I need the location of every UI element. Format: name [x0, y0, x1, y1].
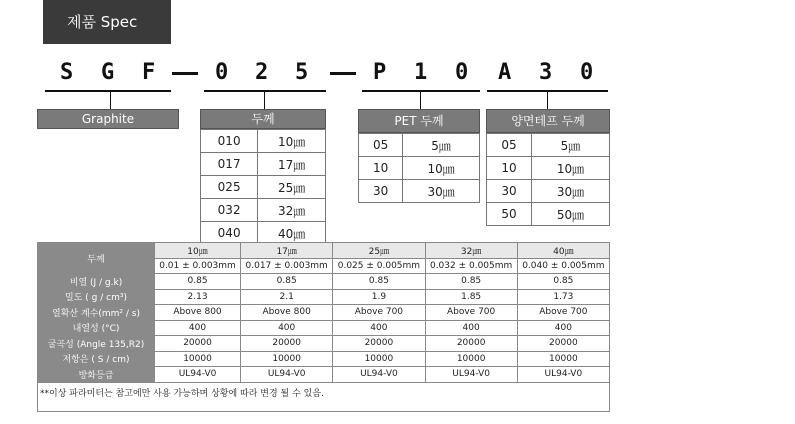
table-row [487, 180, 610, 203]
row-header: 굴곡성 (Angle 135,R2) [38, 336, 155, 352]
code-cell: 010 [201, 130, 258, 153]
code-cell: 040 [201, 222, 258, 245]
value-cell: Above 700 [517, 305, 609, 321]
tolerance-cell: 0.032 ± 0.005mm [425, 258, 517, 274]
value-cell: 20000 [333, 336, 425, 352]
tolerance-cell: 0.025 ± 0.005mm [333, 258, 425, 274]
value-cell: 25㎛ [258, 176, 326, 199]
value-cell: 20000 [425, 336, 517, 352]
table-row [487, 157, 610, 180]
value-cell: 1.85 [425, 289, 517, 305]
code-cell: 10 [487, 157, 532, 180]
value-cell: 10000 [425, 351, 517, 367]
code-connector [547, 91, 548, 109]
value-cell: 0.85 [517, 274, 609, 290]
code-char: 3 [539, 60, 553, 85]
code-dash [172, 72, 198, 75]
thickness-cell: 10㎛ [155, 243, 241, 259]
row-header: 두께 [38, 243, 155, 274]
value-cell: 30㎛ [531, 180, 609, 203]
value-cell: 40㎛ [258, 222, 326, 245]
table-row [201, 199, 326, 222]
code-connector [264, 91, 265, 109]
thickness-table [200, 129, 326, 245]
table-row [38, 274, 610, 290]
value-cell: 10000 [155, 351, 241, 367]
code-char: G [101, 60, 115, 85]
value-cell: 10㎛ [531, 157, 609, 180]
value-cell: Above 700 [333, 305, 425, 321]
value-cell: 0.85 [155, 274, 241, 290]
table-row [38, 336, 610, 352]
value-cell: 400 [155, 320, 241, 336]
tape-table [486, 133, 610, 226]
code-char: 0 [580, 60, 594, 85]
table-row [359, 157, 480, 180]
code-char: P [373, 60, 387, 85]
code-char: A [498, 60, 512, 85]
table-row [487, 134, 610, 157]
row-header: 내열성 (°C) [38, 320, 155, 336]
value-cell: 20000 [155, 336, 241, 352]
table-row [38, 289, 610, 305]
value-cell: UL94-V0 [241, 367, 333, 383]
disclaimer-note: **이상 파라미터는 참고에만 사용 가능하며 상황에 따라 변경 될 수 있음. [37, 372, 610, 412]
row-header: 저항은 ( S / cm) [38, 351, 155, 367]
thickness-cell: 32㎛ [425, 243, 517, 259]
table-row [487, 203, 610, 226]
code-char: S [60, 60, 74, 85]
code-connector [420, 91, 421, 109]
pet-header: PET 두께 [358, 109, 480, 133]
value-cell: 10㎛ [403, 157, 480, 180]
page-title: 제품 Spec [43, 0, 171, 44]
code-char: 0 [215, 60, 229, 85]
pet-table [358, 133, 480, 203]
table-row [38, 351, 610, 367]
code-char: 1 [414, 60, 428, 85]
row-header: 밀도 ( g / cm³) [38, 289, 155, 305]
value-cell: UL94-V0 [425, 367, 517, 383]
code-underline [204, 90, 326, 92]
table-row [201, 176, 326, 199]
value-cell: 5㎛ [403, 134, 480, 157]
value-cell: 10㎛ [258, 130, 326, 153]
table-row [38, 320, 610, 336]
code-dash [330, 72, 356, 75]
thickness-header: 두께 [200, 109, 326, 129]
tolerance-cell: 0.01 ± 0.003mm [155, 258, 241, 274]
tape-header: 양면테프 두께 [486, 109, 610, 133]
value-cell: 2.13 [155, 289, 241, 305]
value-cell: Above 800 [241, 305, 333, 321]
table-row [201, 130, 326, 153]
value-cell: Above 800 [155, 305, 241, 321]
value-cell: 400 [517, 320, 609, 336]
value-cell: 5㎛ [531, 134, 609, 157]
code-cell: 032 [201, 199, 258, 222]
table-row [359, 180, 480, 203]
table-row [201, 153, 326, 176]
value-cell: 400 [333, 320, 425, 336]
value-cell: 1.9 [333, 289, 425, 305]
table-row [38, 243, 610, 259]
tolerance-cell: 0.040 ± 0.005mm [517, 258, 609, 274]
code-cell: 05 [359, 134, 403, 157]
row-header: 열확산 계수(mm² / s) [38, 305, 155, 321]
code-cell: 017 [201, 153, 258, 176]
value-cell: UL94-V0 [517, 367, 609, 383]
thickness-cell: 40㎛ [517, 243, 609, 259]
value-cell: 10000 [517, 351, 609, 367]
value-cell: UL94-V0 [155, 367, 241, 383]
code-cell: 10 [359, 157, 403, 180]
value-cell: 2.1 [241, 289, 333, 305]
value-cell: 10000 [333, 351, 425, 367]
thickness-cell: 25㎛ [333, 243, 425, 259]
spec-table [37, 242, 610, 383]
code-cell: 30 [359, 180, 403, 203]
value-cell: Above 700 [425, 305, 517, 321]
code-cell: 05 [487, 134, 532, 157]
code-connector [110, 91, 111, 109]
value-cell: 20000 [517, 336, 609, 352]
value-cell: 30㎛ [403, 180, 480, 203]
value-cell: 50㎛ [531, 203, 609, 226]
table-row [359, 134, 480, 157]
code-underline [45, 90, 171, 92]
value-cell: 17㎛ [258, 153, 326, 176]
code-char: 0 [455, 60, 469, 85]
row-header: 비열 (J / g.k) [38, 274, 155, 290]
thickness-cell: 17㎛ [241, 243, 333, 259]
code-char: F [142, 60, 156, 85]
value-cell: 0.85 [241, 274, 333, 290]
table-row [38, 305, 610, 321]
value-cell: 400 [241, 320, 333, 336]
value-cell: 1.73 [517, 289, 609, 305]
value-cell: UL94-V0 [333, 367, 425, 383]
value-cell: 20000 [241, 336, 333, 352]
row-header: 방화등급 [38, 367, 155, 383]
value-cell: 0.85 [333, 274, 425, 290]
tolerance-cell: 0.017 ± 0.003mm [241, 258, 333, 274]
value-cell: 10000 [241, 351, 333, 367]
value-cell: 0.85 [425, 274, 517, 290]
code-char: 5 [295, 60, 309, 85]
code-cell: 30 [487, 180, 532, 203]
code-cell: 50 [487, 203, 532, 226]
value-cell: 400 [425, 320, 517, 336]
code-cell: 025 [201, 176, 258, 199]
value-cell: 32㎛ [258, 199, 326, 222]
code-char: 2 [255, 60, 269, 85]
code-underline [362, 90, 480, 92]
graphite-label: Graphite [37, 109, 179, 129]
